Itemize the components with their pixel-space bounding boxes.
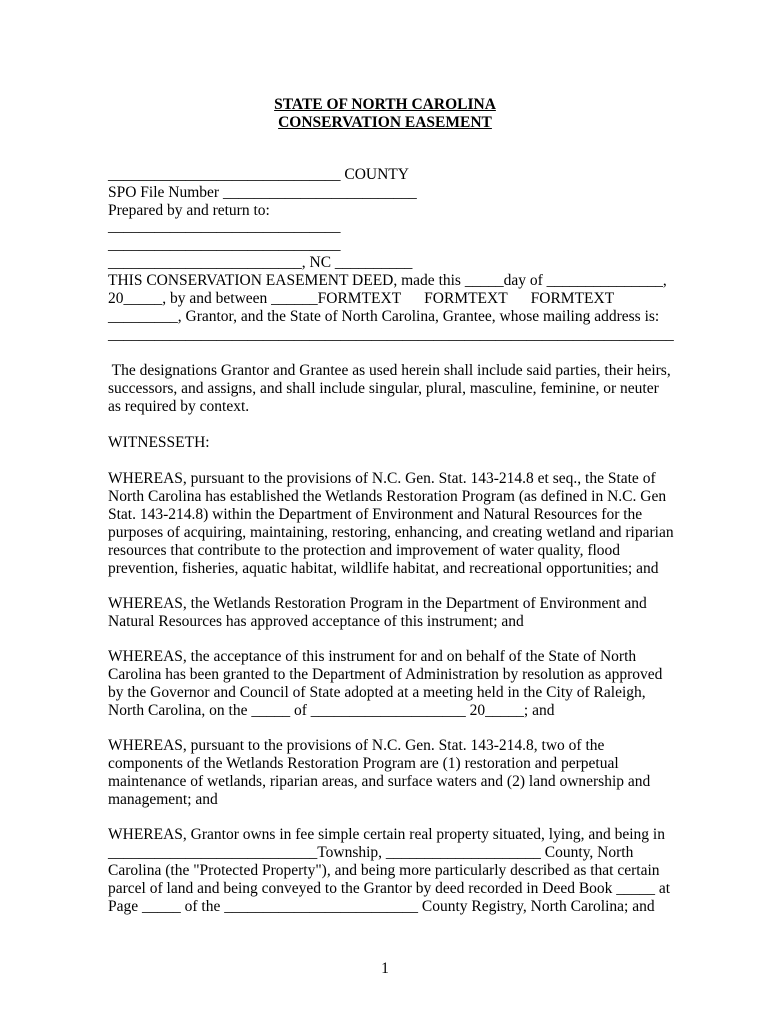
paragraph-line: components of the Wetlands Restoration Program are (1) restoration and perpetual [108, 755, 619, 772]
deed-line-4: _________________________________________________________________________ [108, 326, 674, 343]
whereas-paragraph-4 [108, 737, 668, 809]
whereas-paragraph-5 [108, 826, 671, 916]
whereas-paragraph-3 [108, 648, 668, 720]
witnesseth-heading: WITNESSETH: [108, 434, 210, 451]
deed-line-1: THIS CONSERVATION EASEMENT DEED, made this _____day of _______________, [108, 272, 667, 289]
title-line-2: CONSERVATION EASEMENT [278, 114, 492, 131]
paragraph-line: WHEREAS, Grantor owns in fee simple certain real property situated, lying, and being in [108, 826, 665, 843]
paragraph-line: maintenance of wetlands, riparian areas, and surface waters and (2) land ownership and [108, 773, 651, 790]
whereas-paragraph-1 [108, 470, 674, 578]
paragraph-line: ___________________________Township, ____________________ County, North [108, 844, 634, 861]
paragraph-line: resources that contribute to the protection and improvement of water quality, flood [108, 542, 621, 559]
paragraph-line: by the Governor and Council of State adopted at a meeting held in the City of Raleigh, [108, 684, 646, 701]
return-address-blank-1: ______________________________ [108, 218, 341, 235]
paragraph-line: management; and [108, 791, 218, 808]
paragraph-line: North Carolina has established the Wetlands Restoration Program (as defined in N.C. Gen [108, 488, 667, 505]
paragraph-line: Stat. 143-214.8) within the Department of Environment and Natural Resources for the [108, 506, 643, 523]
county-line: ______________________________ COUNTY [108, 166, 409, 183]
paragraph-line: Natural Resources has approved acceptance of this instrument; and [108, 613, 524, 630]
paragraph-line: WHEREAS, the acceptance of this instrument for and on behalf of the State of North [108, 648, 637, 665]
paragraph-line: prevention, fisheries, aquatic habitat, wildlife habitat, and recreational opportunities; and [108, 560, 659, 577]
paragraph-line: The designations Grantor and Grantee as used herein shall include said parties, their heirs, [108, 362, 671, 379]
paragraph-line: parcel of land and being conveyed to the Grantor by deed recorded in Deed Book _____ at [108, 880, 671, 897]
prepared-by-line: Prepared by and return to: [108, 202, 270, 219]
whereas-paragraph-2 [108, 595, 668, 631]
paragraph-line: North Carolina, on the _____ of ____________________ 20_____; and [108, 702, 555, 719]
paragraph-line: WHEREAS, pursuant to the provisions of N.C. Gen. Stat. 143-214.8, two of the [108, 737, 605, 754]
nc-line: _________________________, NC __________ [108, 254, 413, 271]
paragraph-line: Page _____ of the _________________________ County Registry, North Carolina; and [108, 898, 655, 915]
paragraph-line: WHEREAS, the Wetlands Restoration Program in the Department of Environment and [108, 595, 647, 612]
spo-file-line: SPO File Number _________________________ [108, 184, 417, 201]
deed-line-2: 20_____, by and between ______FORMTEXT FORMTEXT FORMTEXT [108, 290, 618, 307]
return-address-blank-2: ______________________________ [108, 236, 341, 253]
paragraph-line: WHEREAS, pursuant to the provisions of N.C. Gen. Stat. 143-214.8 et seq., the State of [108, 470, 656, 487]
page-number: 1 [381, 960, 389, 977]
paragraph-line: as required by context. [108, 398, 250, 415]
paragraph-line: Carolina (the "Protected Property"), and being more particularly described as that certain [108, 862, 660, 879]
deed-line-3: _________, Grantor, and the State of North Carolina, Grantee, whose mailing address is: [108, 308, 660, 325]
paragraph-line: purposes of acquiring, maintaining, restoring, enhancing, and creating wetland and riparian [108, 524, 674, 541]
designations-paragraph [108, 362, 671, 416]
paragraph-line: Carolina has been granted to the Department of Administration by resolution as approved [108, 666, 663, 683]
paragraph-line: successors, and assigns, and shall include singular, plural, masculine, feminine, or neuter [108, 380, 659, 397]
title-line-1: STATE OF NORTH CAROLINA [274, 96, 496, 113]
